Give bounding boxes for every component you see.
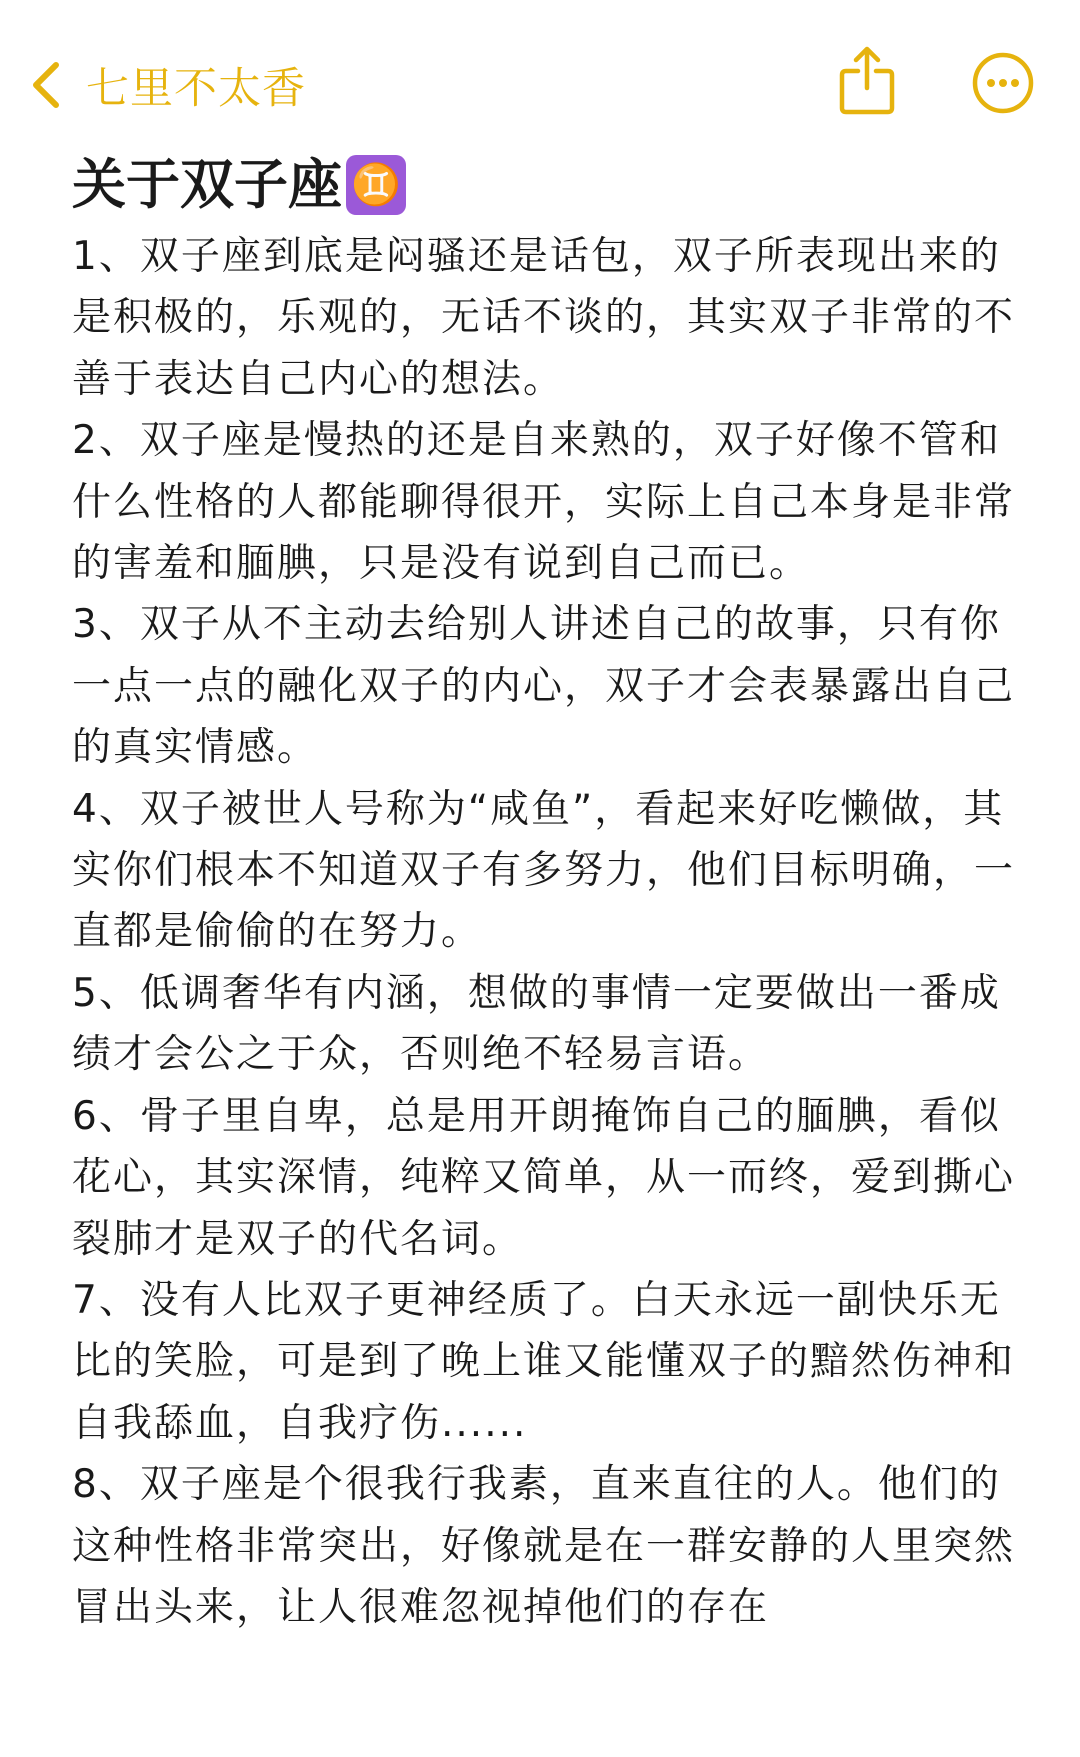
paragraph-7: 7、没有人比双子更神经质了。白天永远一副快乐无比的笑脸，可是到了晚上谁又能懂双子的黯然伤神和自我舔血，自我疗伤...... [72, 1277, 1016, 1446]
paragraph-8: 8、双子座是个很我行我素，直来直往的人。他们的这种性格非常突出，好像就是在一群安静的人里突然冒出头来，让人很难忽视掉他们的存在 [72, 1462, 1016, 1630]
paragraph-4: 4、双子被世人号称为“咸鱼”，看起来好吃懒做，其实你们根本不知道双子有多努力，他们目标明确，一直都是偷偷的在努力。 [72, 786, 1016, 955]
paragraph-1: 1、双子座到底是闷骚还是话包，双子所表现出来的是积极的，乐观的，无话不谈的，其实双子非常的不善于表达自己内心的想法。 [72, 234, 1016, 402]
paragraph-3: 3、双子从不主动去给别人讲述自己的故事，只有你一点一点的融化双子的内心，双子才会表暴露出自己的真实情感。 [72, 602, 1016, 771]
paragraph-2: 2、双子座是慢热的还是自来熟的，双子好像不管和什么性格的人都能聊得很开，实际上自己本身是非常的害羞和腼腆，只是没有说到自己而已。 [72, 418, 1016, 587]
back-label: 七里不太香 [86, 63, 306, 114]
share-icon[interactable] [838, 44, 896, 116]
navigation-bar [0, 0, 1080, 165]
paragraph-6: 6、骨子里自卑，总是用开朗掩饰自己的腼腆，看似花心，其实深情，纯粹又简单，从一而终，爱到撕心裂肺才是双子的代名词。 [72, 1093, 1016, 1262]
note-body [72, 226, 1022, 1638]
note-title [72, 150, 1022, 220]
note-content[interactable] [72, 150, 1022, 1638]
gemini-emoji-icon: ♊ [346, 155, 406, 215]
more-icon[interactable] [971, 51, 1035, 115]
chevron-left-icon [28, 59, 64, 111]
note-title-text: 关于双子座 [72, 153, 342, 216]
back-button[interactable] [28, 50, 306, 120]
paragraph-5: 5、低调奢华有内涵，想做的事情一定要做出一番成绩才会公之于众，否则绝不轻易言语。 [72, 970, 1001, 1078]
